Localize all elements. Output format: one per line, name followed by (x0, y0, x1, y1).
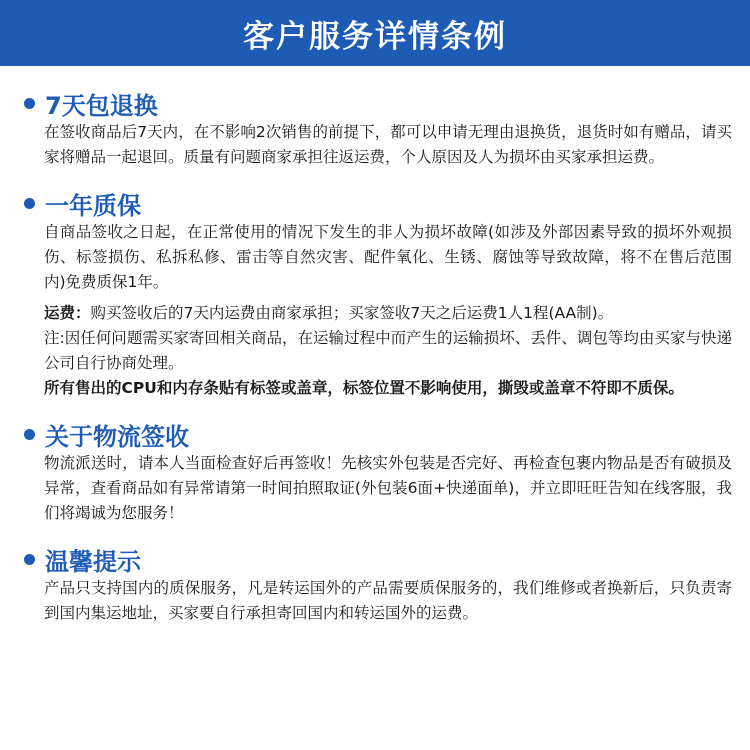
page-title: 客户服务详情条例 (243, 18, 507, 55)
shipping-label: 运费： (44, 304, 91, 322)
section-header (0, 186, 750, 220)
section-tips (0, 542, 750, 626)
section-title: 温馨提示 (45, 547, 141, 576)
section-paragraph: 在签收商品后7天内，在不影响2次销售的前提下，都可以申请无理由退换货，退货时如有赠品，请买家将赠品一起退回。质量有问题商家承担往返运费，个人原因及人为损坏由买家承担运费。 (44, 123, 732, 166)
bullet-dot-icon (24, 98, 35, 109)
section-header (0, 417, 750, 451)
bullet-dot-icon (24, 554, 35, 565)
section-paragraph: 物流派送时，请本人当面检查好后再签收！先核实外包装是否完好、再检查包裹内物品是否有破损及异常，查看商品如有异常请第一时间拍照取证(外包装6面+快递面单)，并立即旺旺告知在线客服，我们将竭诚为您服务！ (44, 454, 732, 522)
section-title: 7天包退换 (45, 91, 158, 120)
section-warranty (0, 186, 750, 401)
section-paragraph: 产品只支持国内的质保服务，凡是转运国外的产品需要质保服务的，我们维修或者换新后，只负责寄到国内集运地址，买家要自行承担寄回国内和转运国外的运费。 (44, 579, 732, 622)
bullet-dot-icon (24, 198, 35, 209)
bullet-dot-icon (24, 429, 35, 440)
section-title: 关于物流签收 (45, 422, 189, 451)
header-banner (0, 0, 750, 66)
shipping-paragraph (44, 301, 732, 401)
note-text: 注:因任何问题需买家寄回相关商品，在运输过程中而产生的运输损坏、丢件、调包等均由买家与快递公司自行协商处理。 (44, 329, 732, 372)
content (0, 86, 750, 642)
section-paragraph: 自商品签收之日起，在正常使用的情况下发生的非人为损坏故障(如涉及外部因素导致的损坏外观损伤、标签损伤、私拆私修、雷击等自然灾害、配件氧化、生锈、腐蚀等导致故障，将不在售后范围内)免费质保1年。 (44, 223, 732, 291)
section-7day-return (0, 86, 750, 170)
shipping-text: 购买签收后的7天内运费由商家承担；买家签收7天之后运费1人1程(AA制)。 (90, 304, 614, 322)
warranty-bold-notice: 所有售出的CPU和内存条贴有标签或盖章，标签位置不影响使用，撕毁或盖章不符即不质保。 (44, 379, 684, 397)
section-title: 一年质保 (45, 191, 141, 220)
section-logistics (0, 417, 750, 526)
section-header (0, 86, 750, 120)
section-header (0, 542, 750, 576)
